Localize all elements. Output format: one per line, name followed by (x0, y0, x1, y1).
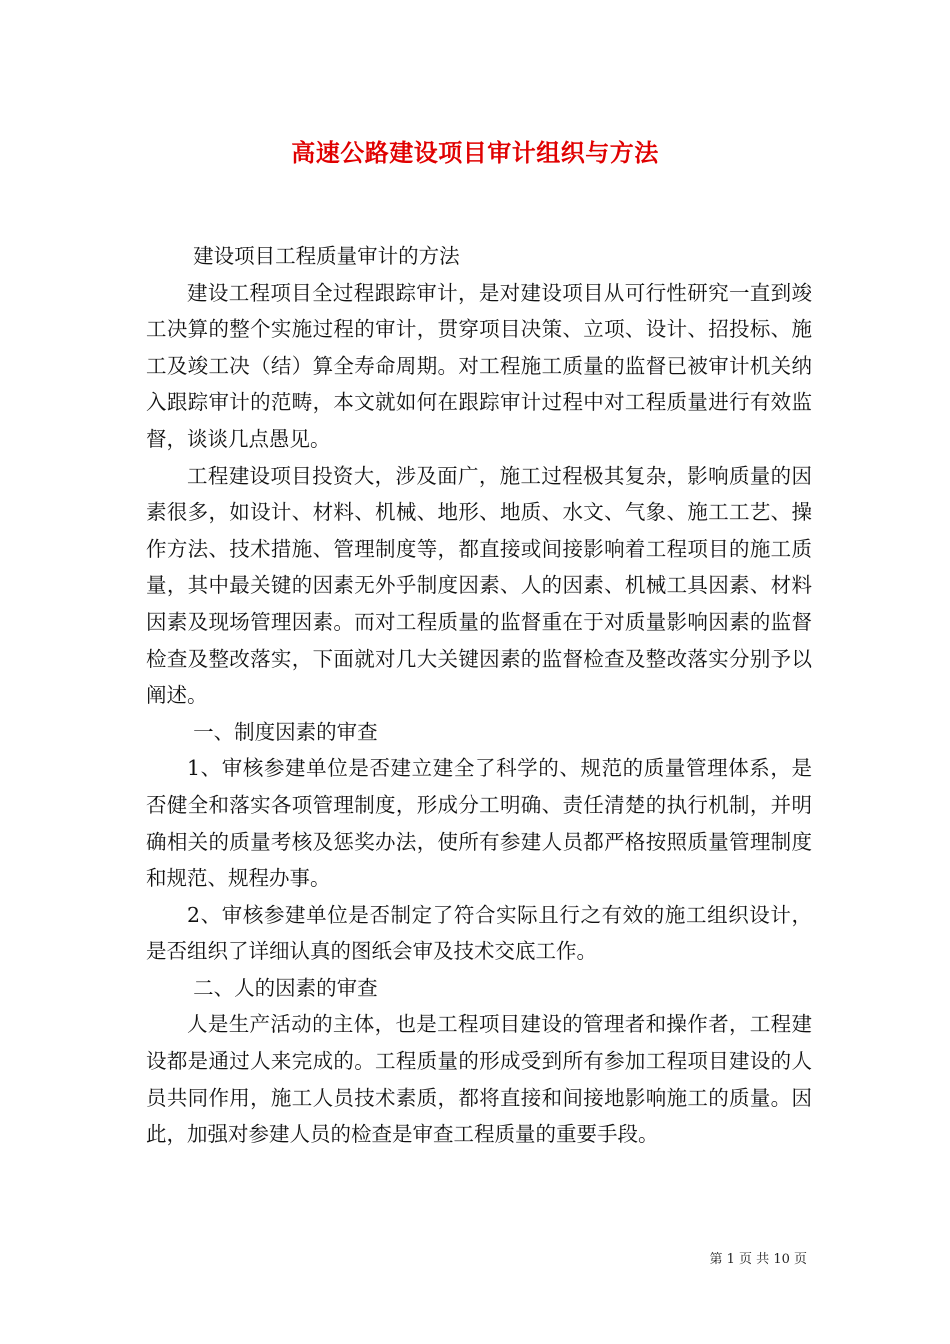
body-paragraph: 2、审核参建单位是否制定了符合实际且行之有效的施工组织设计，是否组织了详细认真的图纸会审及技术交底工作。 (146, 902, 812, 964)
body-paragraph: 人是生产活动的主体，也是工程项目建设的管理者和操作者，工程建设都是通过人来完成的。工程质量的形成受到所有参加工程项目建设的人员共同作用，施工人员技术素质，都将直接和间接地影响施工的质量。因此，加强对参建人员的检查是审查工程质量的重要手段。 (146, 1012, 812, 1147)
section-heading: 二、人的因素的审查 (193, 975, 378, 1000)
section-heading: 一、制度因素的审查 (193, 719, 378, 744)
page-number-footer: 第 1 页 共 10 页 (709, 1252, 807, 1267)
section-heading: 建设项目工程质量审计的方法 (193, 244, 460, 268)
document-body (146, 238, 812, 1153)
body-paragraph: 1、审核参建单位是否建立建全了科学的、规范的质量管理体系，是否健全和落实各项管理制度，形成分工明确、责任清楚的执行机制，并明确相关的质量考核及惩奖办法，使所有参建人员都严格按照质量管理制度和规范、规程办事。 (146, 756, 812, 891)
body-paragraph: 建设工程项目全过程跟踪审计，是对建设项目从可行性研究一直到竣工决算的整个实施过程的审计，贯穿项目决策、立项、设计、招投标、施工及竣工决（结）算全寿命周期。对工程施工质量的监督已被审计机关纳入跟踪审计的范畴，本文就如何在跟踪审计过程中对工程质量进行有效监督，谈谈几点愚见。 (146, 280, 812, 451)
body-paragraph: 工程建设项目投资大，涉及面广，施工过程极其复杂，影响质量的因素很多，如设计、材料、机械、地形、地质、水文、气象、施工工艺、操作方法、技术措施、管理制度等，都直接或间接影响着工程项目的施工质量，其中最关键的因素无外乎制度因素、人的因素、机械工具因素、材料因素及现场管理因素。而对工程质量的监督重在于对质量影响因素的监督检查及整改落实，下面就对几大关键因素的监督检查及整改落实分别予以阐述。 (146, 463, 812, 708)
document-title: 高速公路建设项目审计组织与方法 (291, 138, 659, 167)
